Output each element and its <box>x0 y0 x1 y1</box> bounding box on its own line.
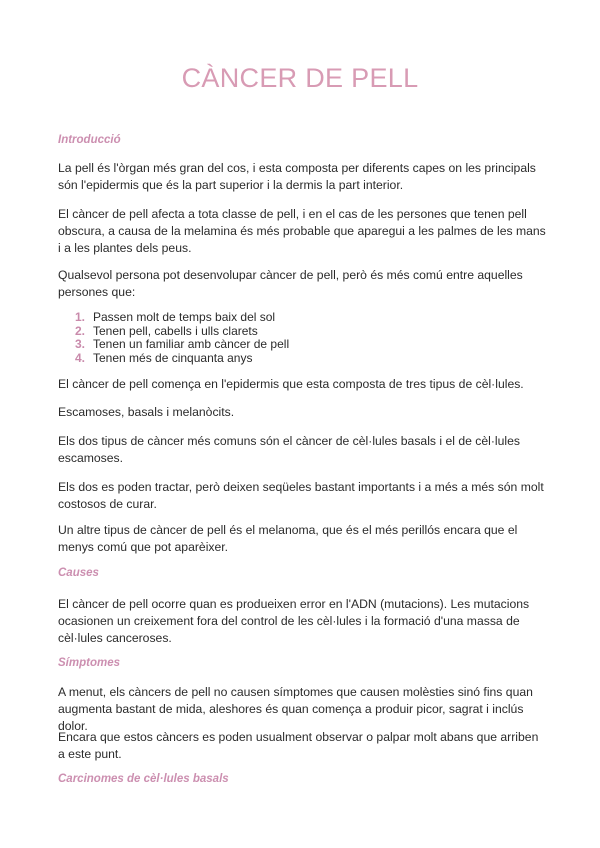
paragraph-skin-organ: La pell és l'òrgan més gran del cos, i esta composta per diferents capes on les principals són l'epidermis que és la part superior i la dermis la part interior. <box>58 161 536 192</box>
list-item <box>58 352 289 366</box>
paragraph-common-types: Els dos tipus de càncer més comuns són el càncer de cèl·lules basals i el de cèl·lules escamoses. <box>58 434 520 465</box>
list-item-text: Tenen més de cinquanta anys <box>93 350 253 365</box>
section-heading-basal: Carcinomes de cèl·lules basals <box>58 773 229 785</box>
list-item-number: 1. <box>75 310 86 324</box>
list-item-number: 4. <box>75 350 86 365</box>
paragraph-symptoms: A menut, els càncers de pell no causen símptomes que causen molèsties sinó fins quan augmenta bastant de mida, aleshores és quan comença a produir picor, sagrat i inclús dolor. <box>58 685 533 733</box>
list-item-number: 2. <box>75 323 86 338</box>
paragraph-skin-types: El càncer de pell afecta a tota classe de pell, i en el cas de les persones que tenen pell obscura, a causa de la melamina és més probable que aparegui a les palmes de les mans i a les plantes dels peus. <box>58 207 546 255</box>
paragraph-cell-types: Escamoses, basals i melanòcits. <box>58 405 235 419</box>
paragraph-treatment: Els dos es poden tractar, però deixen seqüeles bastant importants i a més a més són molt costosos de curar. <box>58 480 544 511</box>
list-item <box>58 338 289 352</box>
paragraph-melanoma: Un altre tipus de càncer de pell és el melanoma, que és el més perillós encara que el menys comú que pot aparèixer. <box>58 523 518 554</box>
paragraph-observation: Encara que estos càncers es poden usualment observar o palpar molt abans que arriben a este punt. <box>58 730 539 761</box>
paragraph-risk-intro: Qualsevol persona pot desenvolupar càncer de pell, però és més comú entre aquelles persones que: <box>58 268 523 299</box>
list-item-text: Passen molt de temps baix del sol <box>93 310 276 324</box>
list-item-number: 3. <box>75 337 86 351</box>
page-title: CÀNCER DE PELL <box>181 63 419 93</box>
paragraph-epidermis: El càncer de pell comença en l'epidermis que esta composta de tres tipus de cèl·lules. <box>58 377 524 391</box>
paragraph-causes: El càncer de pell ocorre quan es produeixen error en l'ADN (mutacions). Les mutacions ocasionen un creixement fora del control de les cèl·lules i la formació d'una massa de cèl·lules canceroses. <box>58 597 530 645</box>
list-item <box>58 311 289 325</box>
list-item-text: Tenen un familiar amb càncer de pell <box>93 337 290 351</box>
section-heading-symptoms: Símptomes <box>58 657 120 669</box>
section-heading-causes: Causes <box>58 567 99 579</box>
section-heading-intro: Introducció <box>58 134 121 146</box>
list-item <box>58 325 289 339</box>
list-item-text: Tenen pell, cabells i ulls clarets <box>93 323 258 338</box>
risk-factors-list <box>58 311 289 365</box>
